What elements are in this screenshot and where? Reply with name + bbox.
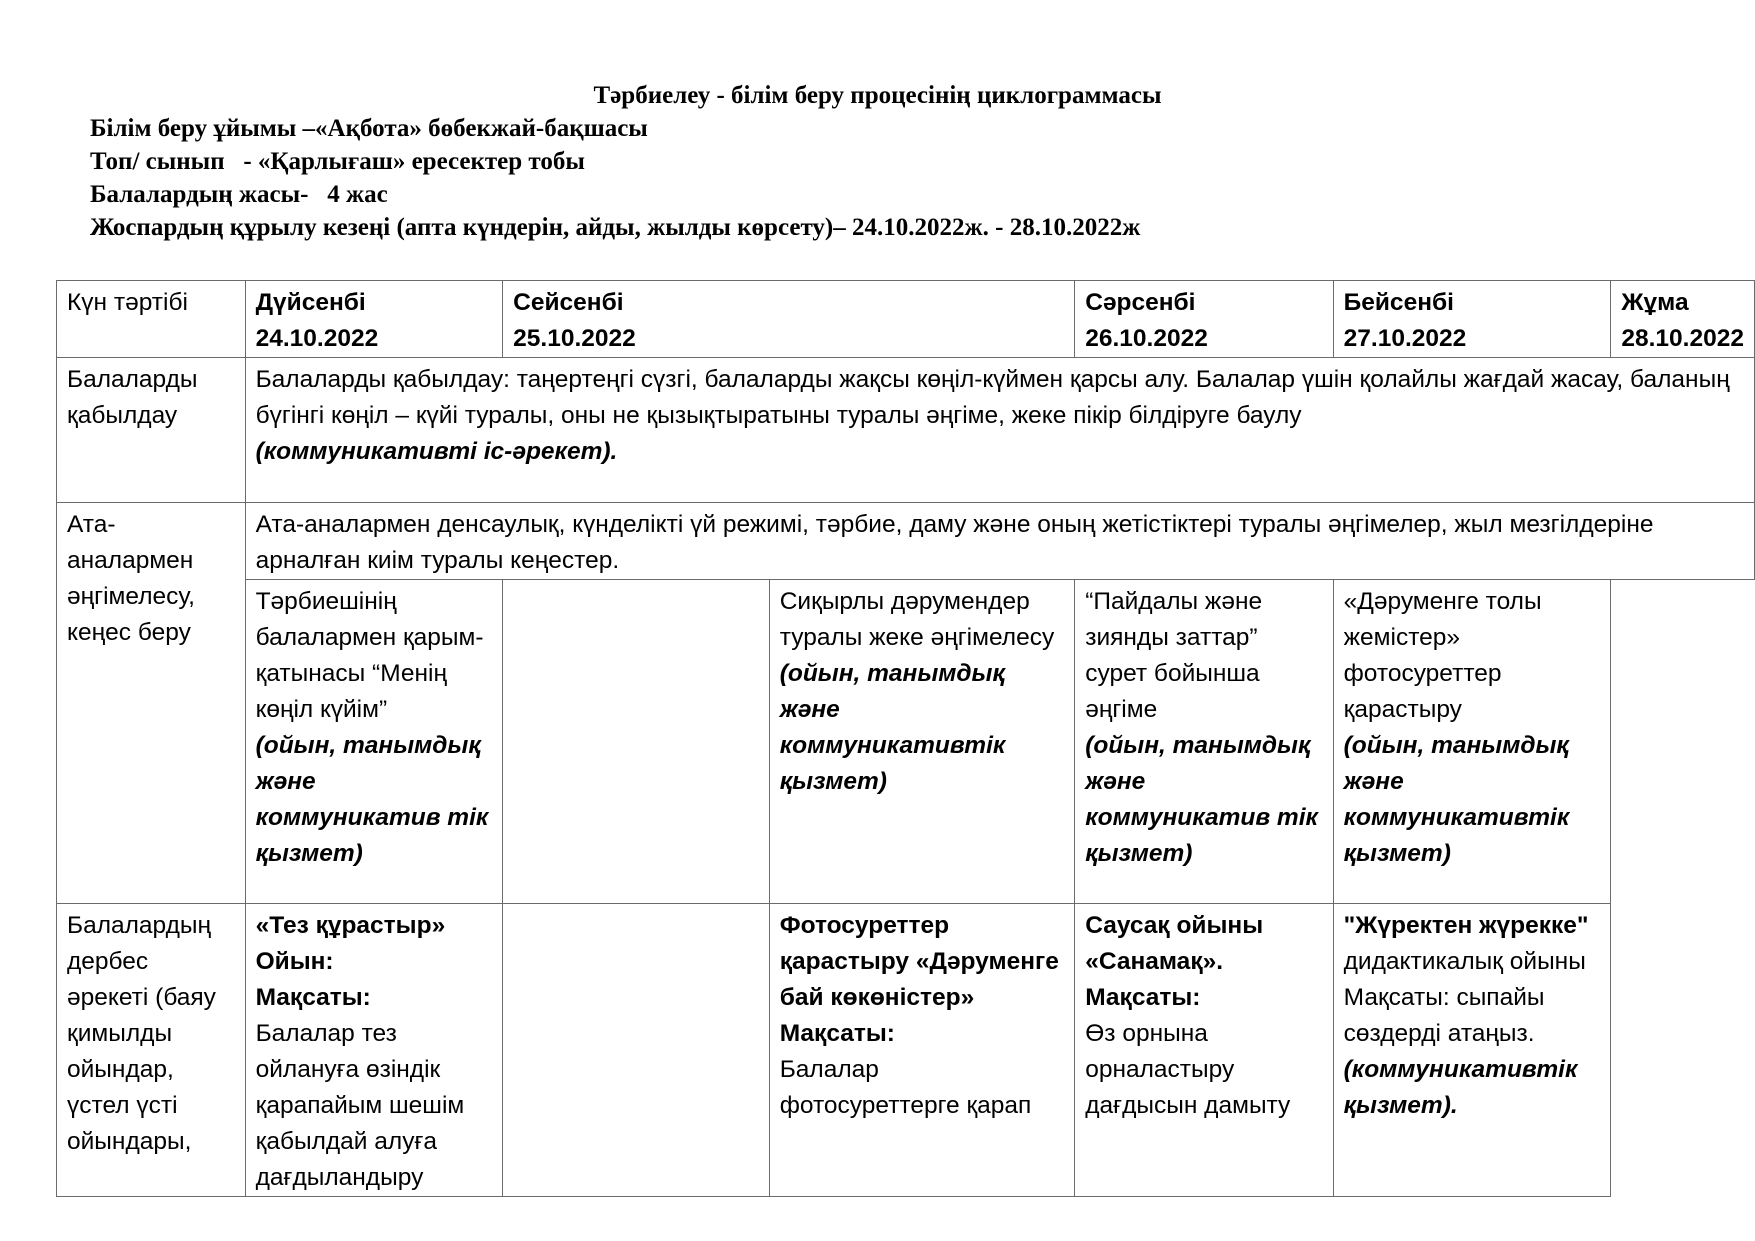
parents-label-cell bbox=[57, 503, 246, 904]
independent-label-cell bbox=[57, 904, 246, 1197]
reception-text: Балаларды қабылдау: таңертеңгі сүзгі, балаларды жақсы көңіл-күймен қарсы алу. Балалар үшін қолайлы жағдай жасау, баланың бүгінгі көңіл – күйі туралы, оны не қызықтыратыны туралы әңгіме, жеке пікір білдіруге баулу bbox=[255, 366, 1730, 429]
parents-wednesday-activity: (ойын, танымдық және коммуникативтік қызмет) bbox=[779, 660, 1006, 795]
parents-friday-activity: (ойын, танымдық және коммуникативтік қызмет) bbox=[1343, 732, 1570, 867]
day-header-tuesday bbox=[503, 281, 1075, 358]
parents-monday-cell bbox=[245, 580, 503, 904]
parents-thursday-activity: (ойын, танымдық және коммуникатив тік қызмет) bbox=[1085, 732, 1318, 867]
independent-wednesday-cell bbox=[769, 904, 1075, 1197]
table-header-row bbox=[57, 281, 1755, 358]
day-name: Жұма bbox=[1621, 289, 1689, 316]
reception-content-cell bbox=[245, 358, 1754, 503]
day-name: Дүйсенбі bbox=[255, 289, 366, 316]
independent-monday-subtitle: Ойын: bbox=[255, 948, 334, 975]
day-date: 24.10.2022 bbox=[255, 325, 379, 352]
group-line: Топ/ сынып - «Қарлығаш» ересектер тобы bbox=[90, 148, 585, 175]
parents-daily-row bbox=[57, 580, 1755, 904]
independent-thursday-cell bbox=[1075, 904, 1333, 1197]
day-name: Сейсенбі bbox=[513, 289, 624, 316]
cyclogram-table bbox=[56, 280, 1755, 1197]
day-header-thursday bbox=[1333, 281, 1611, 358]
independent-activity-row bbox=[57, 904, 1755, 1197]
reception-label: Балаларды қабылдау bbox=[67, 366, 198, 429]
parents-thursday-cell bbox=[1075, 580, 1333, 904]
independent-friday-text: дидактикалық ойыны bbox=[1343, 948, 1586, 975]
independent-monday-goal-label: Мақсаты: bbox=[255, 984, 371, 1011]
period-line: Жоспардың құрылу кезеңі (апта күндерін, айды, жылды көрсету)– 24.10.2022ж. - 28.10.2022ж bbox=[90, 214, 1141, 241]
parents-thursday-text: “Пайдалы және зиянды заттар” сурет бойынша әңгіме bbox=[1085, 588, 1263, 723]
independent-tuesday-cell bbox=[503, 904, 770, 1197]
day-date: 26.10.2022 bbox=[1085, 325, 1208, 352]
independent-wednesday-goal: Балалар фотосуреттерге қарап bbox=[779, 1056, 1032, 1119]
reception-row bbox=[57, 358, 1755, 503]
day-name: Сәрсенбі bbox=[1085, 289, 1196, 316]
parents-label: Ата-аналармен әңгімелесу, кеңес беру bbox=[67, 511, 195, 646]
parents-general-cell bbox=[245, 503, 1754, 580]
day-date: 28.10.2022 bbox=[1621, 325, 1744, 352]
day-header-friday bbox=[1611, 281, 1755, 358]
day-date: 27.10.2022 bbox=[1343, 325, 1467, 352]
independent-friday-goal: Мақсаты: сыпайы сөздерді атаңыз. bbox=[1343, 984, 1545, 1047]
parents-friday-text: «Дәруменге толы жемістер» фотосуреттер қарастыру bbox=[1343, 588, 1542, 723]
independent-friday-title: "Жүректен жүрекке" bbox=[1343, 912, 1589, 939]
independent-thursday-goal-label: Мақсаты: bbox=[1085, 984, 1201, 1011]
parents-tuesday-cell bbox=[503, 580, 770, 904]
independent-monday-title: «Тез құрастыр» bbox=[255, 912, 446, 939]
day-name: Бейсенбі bbox=[1343, 289, 1454, 316]
schedule-header-cell bbox=[57, 281, 246, 358]
independent-wednesday-goal-label: Мақсаты: bbox=[779, 1020, 895, 1047]
parents-wednesday-cell bbox=[769, 580, 1075, 904]
reception-label-cell bbox=[57, 358, 246, 503]
organization-line: Білім беру ұйымы –«Ақбота» бөбекжай-бақшасы bbox=[90, 115, 648, 142]
independent-monday-cell bbox=[245, 904, 503, 1197]
reception-activity: (коммуникативті іс-әрекет). bbox=[255, 438, 618, 465]
parents-wednesday-text: Сиқырлы дәрумендер туралы жеке әңгімелесу bbox=[779, 588, 1055, 651]
independent-label: Балалардың дербес әрекеті (баяу қимылды ойындар, үстел үсті ойындары, bbox=[67, 912, 216, 1155]
independent-monday-goal: Балалар тез ойлануға өзіндік қарапайым шешім қабылдай алуға дағдыландыру bbox=[255, 1020, 465, 1191]
day-date: 25.10.2022 bbox=[513, 325, 636, 352]
independent-thursday-goal: Өз орнына орналастыру дағдысын дамыту bbox=[1085, 1020, 1291, 1119]
independent-friday-activity: (коммуникативтік қызмет). bbox=[1343, 1056, 1578, 1119]
independent-wednesday-title: Фотосуреттер қарастыру «Дәруменге бай көкөністер» bbox=[779, 912, 1059, 1011]
document-title: Тәрбиелеу - білім беру процесінің циклограммасы bbox=[593, 82, 1162, 109]
independent-friday-cell bbox=[1333, 904, 1611, 1197]
parents-general-text: Ата-аналармен денсаулық, күнделікті үй режимі, тәрбие, даму және оның жетістіктері туралы әңгімелер, жыл мезгілдеріне арналған киім туралы кеңестер. bbox=[255, 511, 1654, 574]
schedule-header-label: Күн тәртібі bbox=[67, 289, 188, 316]
parents-general-row bbox=[57, 503, 1755, 580]
day-header-monday bbox=[245, 281, 503, 358]
age-line: Балалардың жасы- 4 жас bbox=[90, 181, 388, 208]
parents-monday-activity: (ойын, танымдық және коммуникатив тік қызмет) bbox=[255, 732, 489, 867]
parents-friday-cell bbox=[1333, 580, 1611, 904]
parents-monday-text: Тәрбиешінің балалармен қарым-қатынасы “Менің көңіл күйім” bbox=[255, 588, 484, 723]
day-header-wednesday bbox=[1075, 281, 1333, 358]
independent-thursday-title: Саусақ ойыны «Санамақ». bbox=[1085, 912, 1264, 975]
